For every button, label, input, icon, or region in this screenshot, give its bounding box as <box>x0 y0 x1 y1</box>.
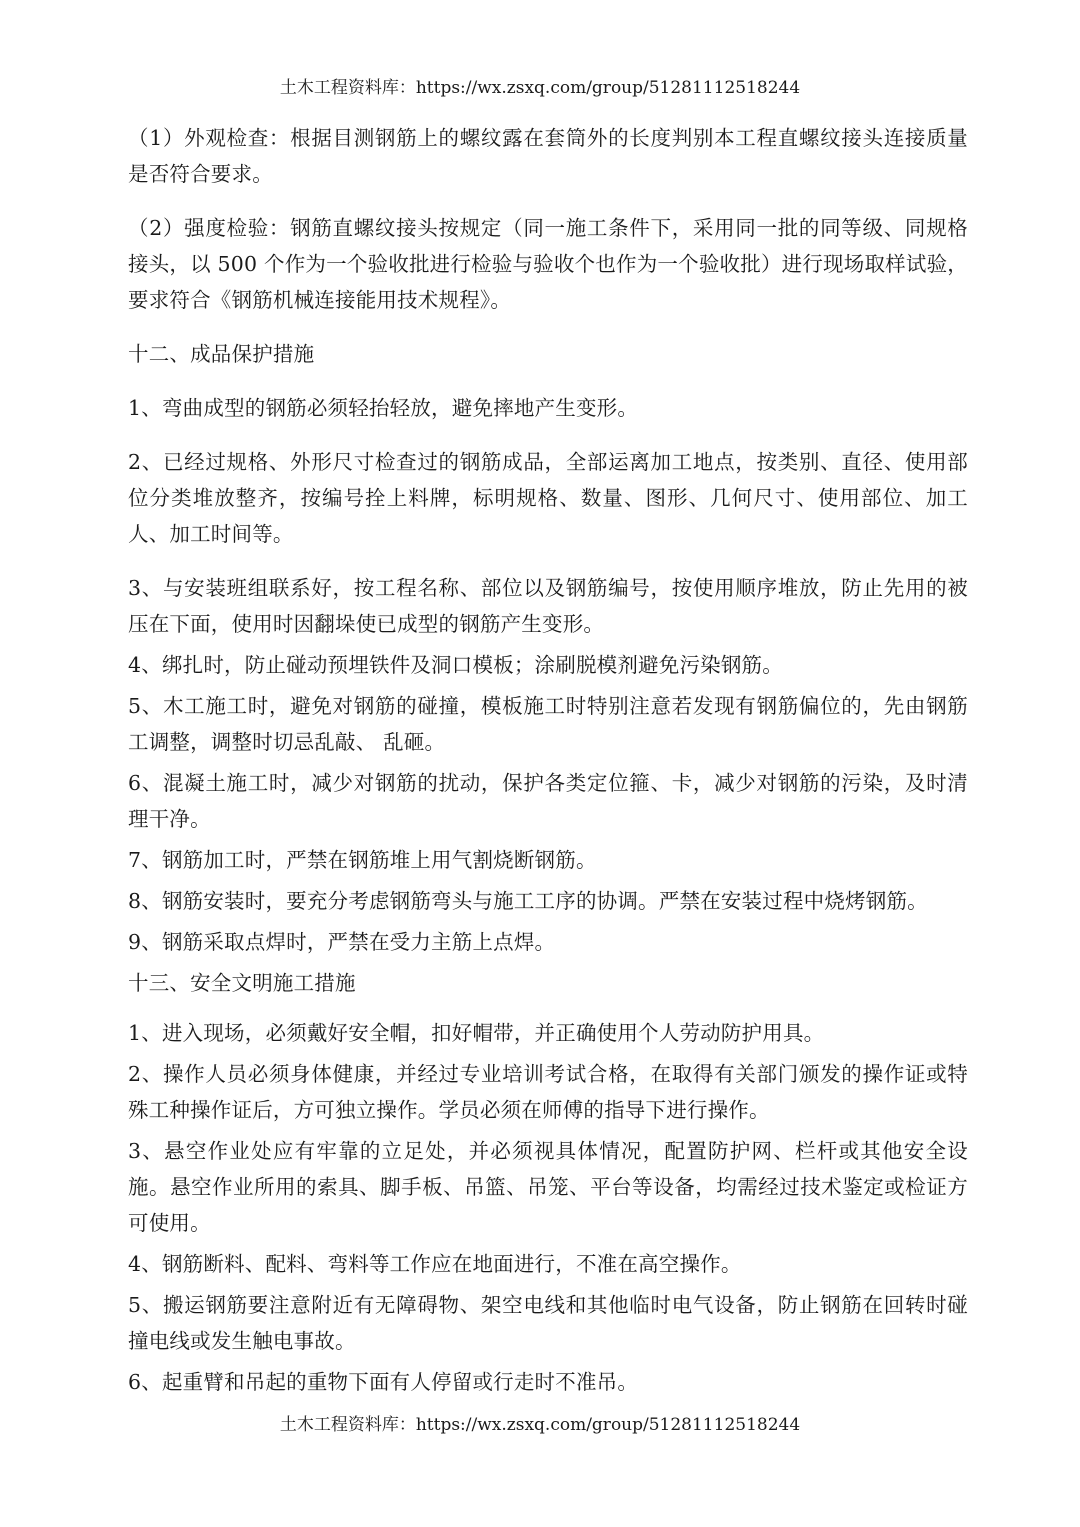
list-item: 3、悬空作业处应有牢靠的立足处，并必须视具体情况，配置防护网、栏杆或其他安全设施。悬空作业所用的索具、脚手板、吊篮、吊笼、平台等设备，均需经过技术鉴定或检证方可使用。 <box>128 1139 968 1235</box>
list-item: 9、钢筋采取点焊时，严禁在受力主筋上点焊。 <box>128 930 556 954</box>
list-item: 4、绑扎时，防止碰动预埋铁件及洞口模板；涂刷脱模剂避免污染钢筋。 <box>128 653 783 677</box>
list-item: 6、起重臂和吊起的重物下面有人停留或行走时不准吊。 <box>128 1370 639 1394</box>
list-item: 1、进入现场，必须戴好安全帽，扣好帽带，并正确使用个人劳动防护用具。 <box>128 1021 825 1045</box>
paragraph-appearance-check: （1）外观检查：根据目测钢筋上的螺纹露在套筒外的长度判别本工程直螺纹接头连接质量是否符合要求。 <box>128 126 968 186</box>
list-item: 7、钢筋加工时，严禁在钢筋堆上用气割烧断钢筋。 <box>128 848 597 872</box>
list-item: 2、操作人员必须身体健康，并经过专业培训考试合格，在取得有关部门颁发的操作证或特殊工种操作证后，方可独立操作。学员必须在师傅的指导下进行操作。 <box>128 1062 968 1122</box>
list-item: 5、木工施工时，避免对钢筋的碰撞，模板施工时特别注意若发现有钢筋偏位的，先由钢筋工调整，调整时切忌乱敲、 乱砸。 <box>128 694 968 754</box>
list-item: 3、与安装班组联系好，按工程名称、部位以及钢筋编号，按使用顺序堆放，防止先用的被压在下面，使用时因翻垛使已成型的钢筋产生变形。 <box>128 576 968 636</box>
list-item: 1、弯曲成型的钢筋必须轻抬轻放，避免摔地产生变形。 <box>128 396 639 420</box>
list-item: 8、钢筋安装时，要充分考虑钢筋弯头与施工工序的协调。严禁在安装过程中烧烤钢筋。 <box>128 889 928 913</box>
document-body <box>128 120 968 1405</box>
paragraph-strength-test: （2）强度检验：钢筋直螺纹接头按规定（同一施工条件下，采用同一批的同等级、同规格接头，以 500 个作为一个验收批进行检验与验收个也作为一个验收批）进行现场取样试验，要求符合《钢筋机械连接能用技术规程》。 <box>128 216 968 312</box>
page-footer: 土木工程资料库：https://wx.zsxq.com/group/51281112518244 <box>279 1415 801 1435</box>
list-item: 2、已经过规格、外形尺寸检查过的钢筋成品，全部运离加工地点，按类别、直径、使用部位分类堆放整齐，按编号拴上料牌，标明规格、数量、图形、几何尺寸、使用部位、加工人、加工时间等。 <box>128 450 968 546</box>
list-item: 4、钢筋断料、配料、弯料等工作应在地面进行，不准在高空操作。 <box>128 1252 742 1276</box>
page-header: 土木工程资料库：https://wx.zsxq.com/group/51281112518244 <box>279 78 801 98</box>
list-item: 6、混凝土施工时，减少对钢筋的扰动，保护各类定位箍、卡，减少对钢筋的污染，及时清理干净。 <box>128 771 968 831</box>
section-heading-13: 十三、安全文明施工措施 <box>128 971 356 995</box>
section-heading-12: 十二、成品保护措施 <box>128 342 315 366</box>
list-item: 5、搬运钢筋要注意附近有无障碍物、架空电线和其他临时电气设备，防止钢筋在回转时碰撞电线或发生触电事故。 <box>128 1293 968 1353</box>
